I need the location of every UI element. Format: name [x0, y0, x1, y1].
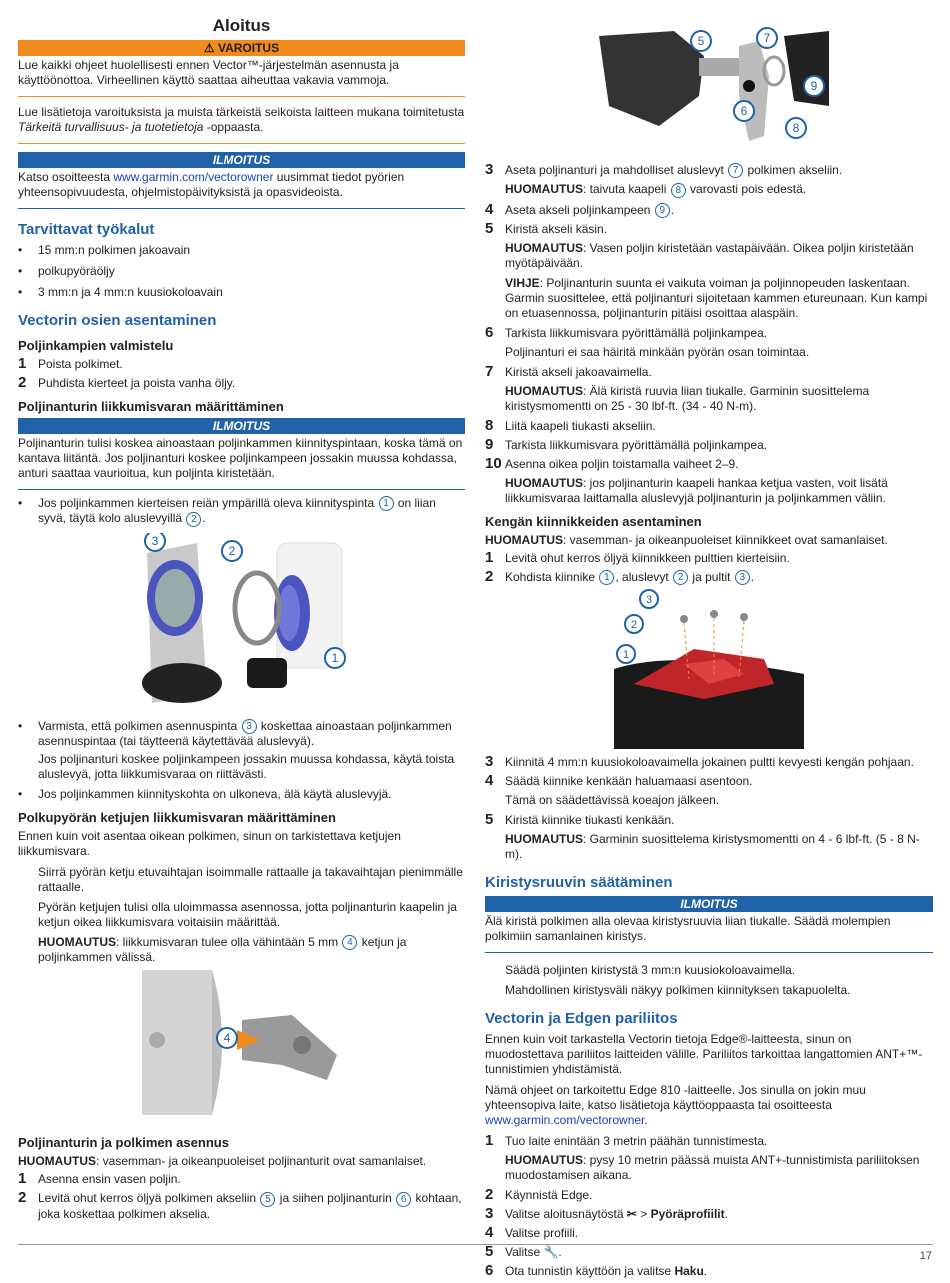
install-heading: Vectorin osien asentaminen — [18, 312, 217, 329]
cleat-step: 4 Säädä kiinnike kenkään haluamaasi asentoon. — [485, 772, 753, 790]
vectorowner-link[interactable]: www.garmin.com/vectorowner — [485, 1113, 645, 1128]
step-tip: VIHJE: Poljinanturin suunta ei vaikuta voiman ja poljinnopeuden laskentaan. Garmin suosittelee, että poljinanturi sijoitetaan kammen etureunaan. Kun kampi on etuasennossa, poljinanturin pitäisi osoittaa alaspäin. — [505, 275, 928, 320]
chain-heading: Polkupyörän ketjujen liikkumisvaran määrittäminen — [18, 809, 336, 825]
cleat-step: 2 Kohdista kiinnike 1 , aluslevyt 2 ja pultit 3 . — [485, 567, 755, 585]
pedal-step: 8 Liitä kaapeli tiukasti akseliin. — [485, 416, 656, 434]
callout-3: 3 — [151, 533, 158, 548]
vectorowner-link[interactable]: www.garmin.com/vectorowner — [113, 170, 274, 184]
pairing-step: 5 Valitse 🔧. — [485, 1243, 562, 1261]
pedal-step: 4 Aseta akseli poljinkampeen 9 . — [485, 200, 675, 218]
notice-bar: ILMOITUS — [18, 152, 465, 168]
washer-illustration — [137, 533, 347, 713]
clearance-bullet: • Varmista, että polkimen asennuspinta 3 koskettaa ainoastaan poljinkammen asennuspintaa (tai täytteenä käytettävää aluslevyä). — [18, 719, 465, 749]
cleat-heading: Kengän kiinnikkeiden asentaminen — [485, 513, 702, 529]
chain-clearance-illustration — [142, 970, 342, 1115]
tension-heading: Kiristysruuvin säätäminen — [485, 874, 673, 892]
page-number: 17 — [919, 1250, 932, 1262]
callout-6: 6 — [740, 104, 748, 118]
step-note: Tämä on säädettävissä koeajon jälkeen. — [505, 793, 720, 808]
pedal-step: 3 Aseta poljinanturi ja mahdolliset aluslevyt 7 polkimen akseliin. — [485, 161, 843, 178]
notice-bar: ILMOITUS — [485, 896, 933, 912]
clearance-bullet: • Jos poljinkammen kiinnityskohta on ulkoneva, älä käytä aluslevyjä. — [18, 787, 465, 802]
tension-para: Säädä poljinten kiristystä 3 mm:n kuusiokoloavaimella. — [505, 963, 796, 978]
left-column — [18, 14, 465, 1226]
prep-step: 2 Puhdista kierteet ja poista vanha öljy. — [18, 374, 236, 391]
warning-label: VAROITUS — [217, 41, 280, 55]
pairing-heading: Vectorin ja Edgen pariliitos — [485, 1010, 678, 1028]
clearance-heading: Poljinanturin liikkumisvaran määrittäminen — [18, 399, 284, 414]
callout-5: 5 — [697, 34, 705, 48]
step-note: Poljinanturi ei saa häiritä minkään pyörän osan toimintaa. — [505, 344, 810, 359]
callout-2: 2 — [228, 543, 235, 558]
cleat-step: 3 Kiinnitä 4 mm:n kuusiokoloavaimella jokainen pultti kevyesti kengän pohjaan. — [485, 753, 914, 771]
pedal-sensor-illustration — [589, 16, 829, 151]
pedal-heading: Poljinanturin ja polkimen asennus — [18, 1135, 229, 1151]
notice-text: Älä kiristä polkimen alla olevaa kiristysruuvia liian tiukalle. Säädä molempien polkimiin samanlainen kiristys. — [485, 914, 891, 944]
pedal-step: 5 Kiristä akseli käsin. — [485, 219, 608, 237]
pairing-step: 2 Käynnistä Edge. — [485, 1186, 593, 1204]
step-note: HUOMAUTUS: Vasen poljin kiristetään vastapäivään. Oikea poljin kiristetään myötäpäivään. — [505, 240, 914, 270]
callout-7: 7 — [763, 31, 771, 45]
tension-para: Mahdollinen kiristysväli näkyy polkimen kiinnityksen takapuolelta. — [505, 983, 851, 998]
pedal-step: 9 Tarkista liikkumisvara pyörittämällä poljinkampea. — [485, 435, 768, 453]
notice-text: Poljinanturin tulisi koskea ainoastaan poljinkammen kiinnityspintaan, koska tämä on kantava liitäntä. Jos poljinanturi koskee poljinkampeen jossakin muussa kohdassa, anturi saattaa vaurioitua, kun poljinta kiristetään. — [18, 436, 463, 480]
pedal-note: HUOMAUTUS: vasemman- ja oikeanpuoleiset poljinanturit ovat samanlaiset. — [18, 1154, 427, 1169]
pedal-step: 2 Levitä ohut kerros öljyä polkimen akseliin 5 ja siihen poljinanturin 6 kohtaan, joka koskettaa polkimen akselia. — [18, 1189, 462, 1221]
clearance-bullet: • Jos poljinkammen kierteisen reiän ympärillä oleva kiinnityspinta 1 on liian syvä, täytä kolo aluslevyillä 2 . — [18, 496, 465, 527]
callout-4: 4 — [223, 1031, 230, 1046]
step-note: HUOMAUTUS: pysy 10 metrin päässä muista ANT+-tunnistimista pariliitoksen muodostamisen aikana. — [505, 1153, 920, 1183]
safety-info-box — [18, 103, 465, 144]
chain-intro: Ennen kuin voit asentaa oikean polkimen, sinun on tarkistettava ketjujen liikkumisvara. — [18, 828, 401, 858]
cleat-step: 1 Levitä ohut kerros öljyä kiinnikkeen pulttien kierteisiin. — [485, 548, 790, 566]
step-note: HUOMAUTUS: taivuta kaapeli 8 varovasti pois edestä. — [505, 182, 807, 197]
notice-box — [18, 168, 465, 209]
step-note: HUOMAUTUS: Garminin suosittelema kiristysmomentti on 4 - 6 lbf-ft. (5 - 8 N-m). — [505, 832, 920, 862]
warning-icon: ⚠ — [203, 41, 215, 55]
chain-para: Pyörän ketjujen tulisi olla uloimmassa asennossa, jotta poljinanturin kaapelin ja ketjun oikea liikkumisvara voitaisiin määrittää. — [38, 899, 457, 929]
safety-info-text: Lue lisätietoja varoituksista ja muista tärkeistä seikoista laitteen mukana toimitetusta Tärkeitä turvallisuus- ja tuotetietoja -oppaasta. — [18, 105, 465, 134]
pairing-step: 6 Ota tunnistin käyttöön ja valitse Haku. — [485, 1262, 708, 1280]
pedal-step: 1 Asenna ensin vasen poljin. — [18, 1170, 181, 1188]
pairing-step: 4 Valitse profiili. — [485, 1224, 579, 1242]
warning-text: Lue kaikki ohjeet huolellisesti ennen Vector™-järjestelmän asennusta ja käyttöönottoa. Virheellinen käyttö saattaa aiheuttaa vakavia vammoja. — [18, 58, 399, 87]
pedal-step: 6 Tarkista liikkumisvara pyörittämällä poljinkampea. — [485, 323, 768, 341]
callout-1: 1 — [622, 649, 630, 662]
notice-text: Katso osoitteesta www.garmin.com/vectorowner uusimmat tiedot pyörien yhteensopivuudesta, ohjelmistopäivityksistä ja opasvideoista. — [18, 170, 405, 199]
warning-box — [18, 56, 465, 97]
cleat-illustration — [614, 589, 804, 749]
tools-item: • 3 mm:n ja 4 mm:n kuusiokoloavain — [18, 285, 465, 300]
cleat-step: 5 Kiristä kiinnike tiukasti kenkään. — [485, 811, 675, 829]
notice-box — [485, 912, 933, 953]
warning-bar — [18, 40, 465, 56]
right-column — [485, 12, 933, 1283]
pairing-step: 3 Valitse aloitusnäytöstä ✂ > Pyöräprofiilit. — [485, 1205, 728, 1223]
step-note: HUOMAUTUS: jos poljinanturin kaapeli hankaa ketjua vasten, voit lisätä liikkumisvaraa laittamalla aluslevyjä poljinanturin ja poljinkammen väliin. — [505, 475, 888, 505]
pairing-para: Nämä ohjeet on tarkoitettu Edge 810 -laitteelle. Jos sinulla on jokin muu yhteensopiva laite, katso lisätietoja käyttöoppaasta tai osoitteesta www.garmin.com/vectorowner. — [485, 1083, 866, 1128]
notice-box — [18, 434, 465, 490]
pedal-step: 7 Kiristä akseli jakoavaimella. — [485, 362, 652, 380]
callout-3: 3 — [645, 594, 653, 607]
tools-icon: ✂ — [626, 1207, 637, 1222]
pairing-step: 1 Tuo laite enintään 3 metrin päähän tunnistimesta. — [485, 1132, 768, 1150]
callout-2: 2 — [630, 619, 638, 632]
chain-note: HUOMAUTUS: liikkumisvaran tulee olla vähintään 5 mm 4 ketjun ja poljinkammen välissä. — [38, 934, 407, 965]
footer-divider — [18, 1244, 933, 1245]
step-note: HUOMAUTUS: Älä kiristä ruuvia liian tiukalle. Garminin suosittelema kiristysmomentti on 25 - 30 lbf-ft. (34 - 40 N-m). — [505, 383, 870, 413]
callout-8: 8 — [792, 121, 800, 135]
tools-item: • 15 mm:n polkimen jakoavain — [18, 243, 465, 258]
callout-1: 1 — [331, 650, 338, 665]
prep-heading: Poljinkampien valmistelu — [18, 338, 174, 353]
prep-step: 1 Poista polkimet. — [18, 355, 123, 372]
notice-bar: ILMOITUS — [18, 418, 465, 434]
tools-item: • polkupyöräöljy — [18, 264, 465, 279]
callout-9: 9 — [810, 79, 818, 93]
chain-para: Siirrä pyörän ketju etuvaihtajan isoimmalle rattaalle ja takavaihtajan pienimmälle rattaalle. — [38, 864, 463, 894]
pairing-intro: Ennen kuin voit tarkastella Vectorin tietoja Edge®-laitteesta, sinun on muodostettava pariliitos laitteiden välille. Pariliitos tarkoittaa langattomien ANT+™-tunnistimien yhdistämistä. — [485, 1032, 923, 1077]
pedal-step: 10 Asenna oikea poljin toistamalla vaiheet 2–9. — [485, 454, 739, 472]
clearance-note: Jos poljinanturi koskee poljinkampeen jossakin muussa kohdassa, käytä toista aluslevyä, jotta liikkumisvaraa on riittävästi. — [38, 751, 455, 781]
cleat-note: HUOMAUTUS: vasemman- ja oikeanpuoleiset kiinnikkeet ovat samanlaiset. — [485, 532, 888, 547]
wrench-icon: 🔧 — [543, 1245, 559, 1260]
tools-heading: Tarvittavat työkalut — [18, 221, 155, 238]
page-title: Aloitus — [212, 16, 271, 35]
